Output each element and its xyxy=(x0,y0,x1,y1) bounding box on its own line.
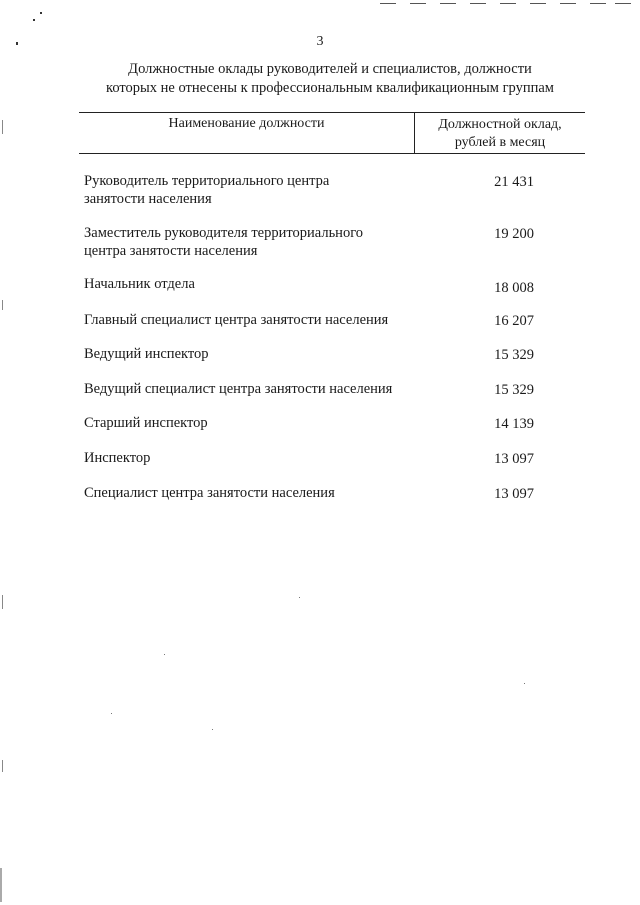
scan-speck xyxy=(40,12,42,14)
position-name-line-2: центра занятости населения xyxy=(84,243,258,259)
document-heading xyxy=(70,60,590,98)
scan-speck xyxy=(33,19,35,21)
scan-speck xyxy=(212,729,213,730)
salary-value: 18 008 xyxy=(494,280,534,296)
header-salary xyxy=(414,113,585,153)
position-name: Главный специалист центра занятости населения xyxy=(84,312,389,328)
position-name-line-2: занятости населения xyxy=(84,191,212,207)
heading-line-1: Должностные оклады руководителей и специалистов, должности xyxy=(128,61,532,77)
scan-speck xyxy=(299,597,300,598)
salary-value: 13 097 xyxy=(494,486,534,502)
salary-value: 15 329 xyxy=(494,382,534,398)
position-name: Специалист центра занятости населения xyxy=(84,485,335,501)
position-name: Ведущий инспектор xyxy=(84,346,209,362)
salary-value: 13 097 xyxy=(494,451,534,467)
header-salary-line-1: Должностной оклад, xyxy=(438,117,562,132)
table-header xyxy=(79,112,585,154)
position-name: Инспектор xyxy=(84,450,151,466)
table-row xyxy=(84,224,534,260)
table-row xyxy=(84,345,534,364)
scan-edge-mark xyxy=(2,595,3,609)
salary-value: 21 431 xyxy=(494,174,534,190)
table-row xyxy=(84,275,534,297)
page-number: 3 xyxy=(316,34,324,49)
table-row xyxy=(84,449,534,468)
salary-value: 14 139 xyxy=(494,416,534,432)
salary-value: 19 200 xyxy=(494,226,534,242)
position-name-line-1: Заместитель руководителя территориального xyxy=(84,225,364,241)
position-name: Старший инспектор xyxy=(84,415,208,431)
table-row xyxy=(84,311,534,330)
position-name xyxy=(84,224,424,260)
position-name-line-1: Руководитель территориального центра xyxy=(84,173,330,189)
scan-edge-mark xyxy=(2,120,3,134)
table-row xyxy=(84,484,534,503)
table-row xyxy=(84,172,534,208)
header-position: Наименование должности xyxy=(168,116,325,131)
position-name: Ведущий специалист центра занятости населения xyxy=(84,381,393,397)
table-row xyxy=(84,380,534,399)
scan-speck xyxy=(111,713,112,714)
salary-table xyxy=(79,112,585,154)
scan-speck xyxy=(524,683,525,684)
header-salary-line-2: рублей в месяц xyxy=(454,135,546,150)
salary-value: 16 207 xyxy=(494,313,534,329)
table-row xyxy=(84,414,534,433)
position-name: Начальник отдела xyxy=(84,276,195,292)
scan-speck xyxy=(164,654,165,655)
position-name xyxy=(84,172,424,208)
scan-edge-mark xyxy=(0,868,2,902)
scan-edge-mark xyxy=(2,300,3,310)
heading-line-2: которых не отнесены к профессиональным квалификационным группам xyxy=(106,80,554,96)
scan-edge-mark xyxy=(2,760,3,772)
salary-value: 15 329 xyxy=(494,347,534,363)
